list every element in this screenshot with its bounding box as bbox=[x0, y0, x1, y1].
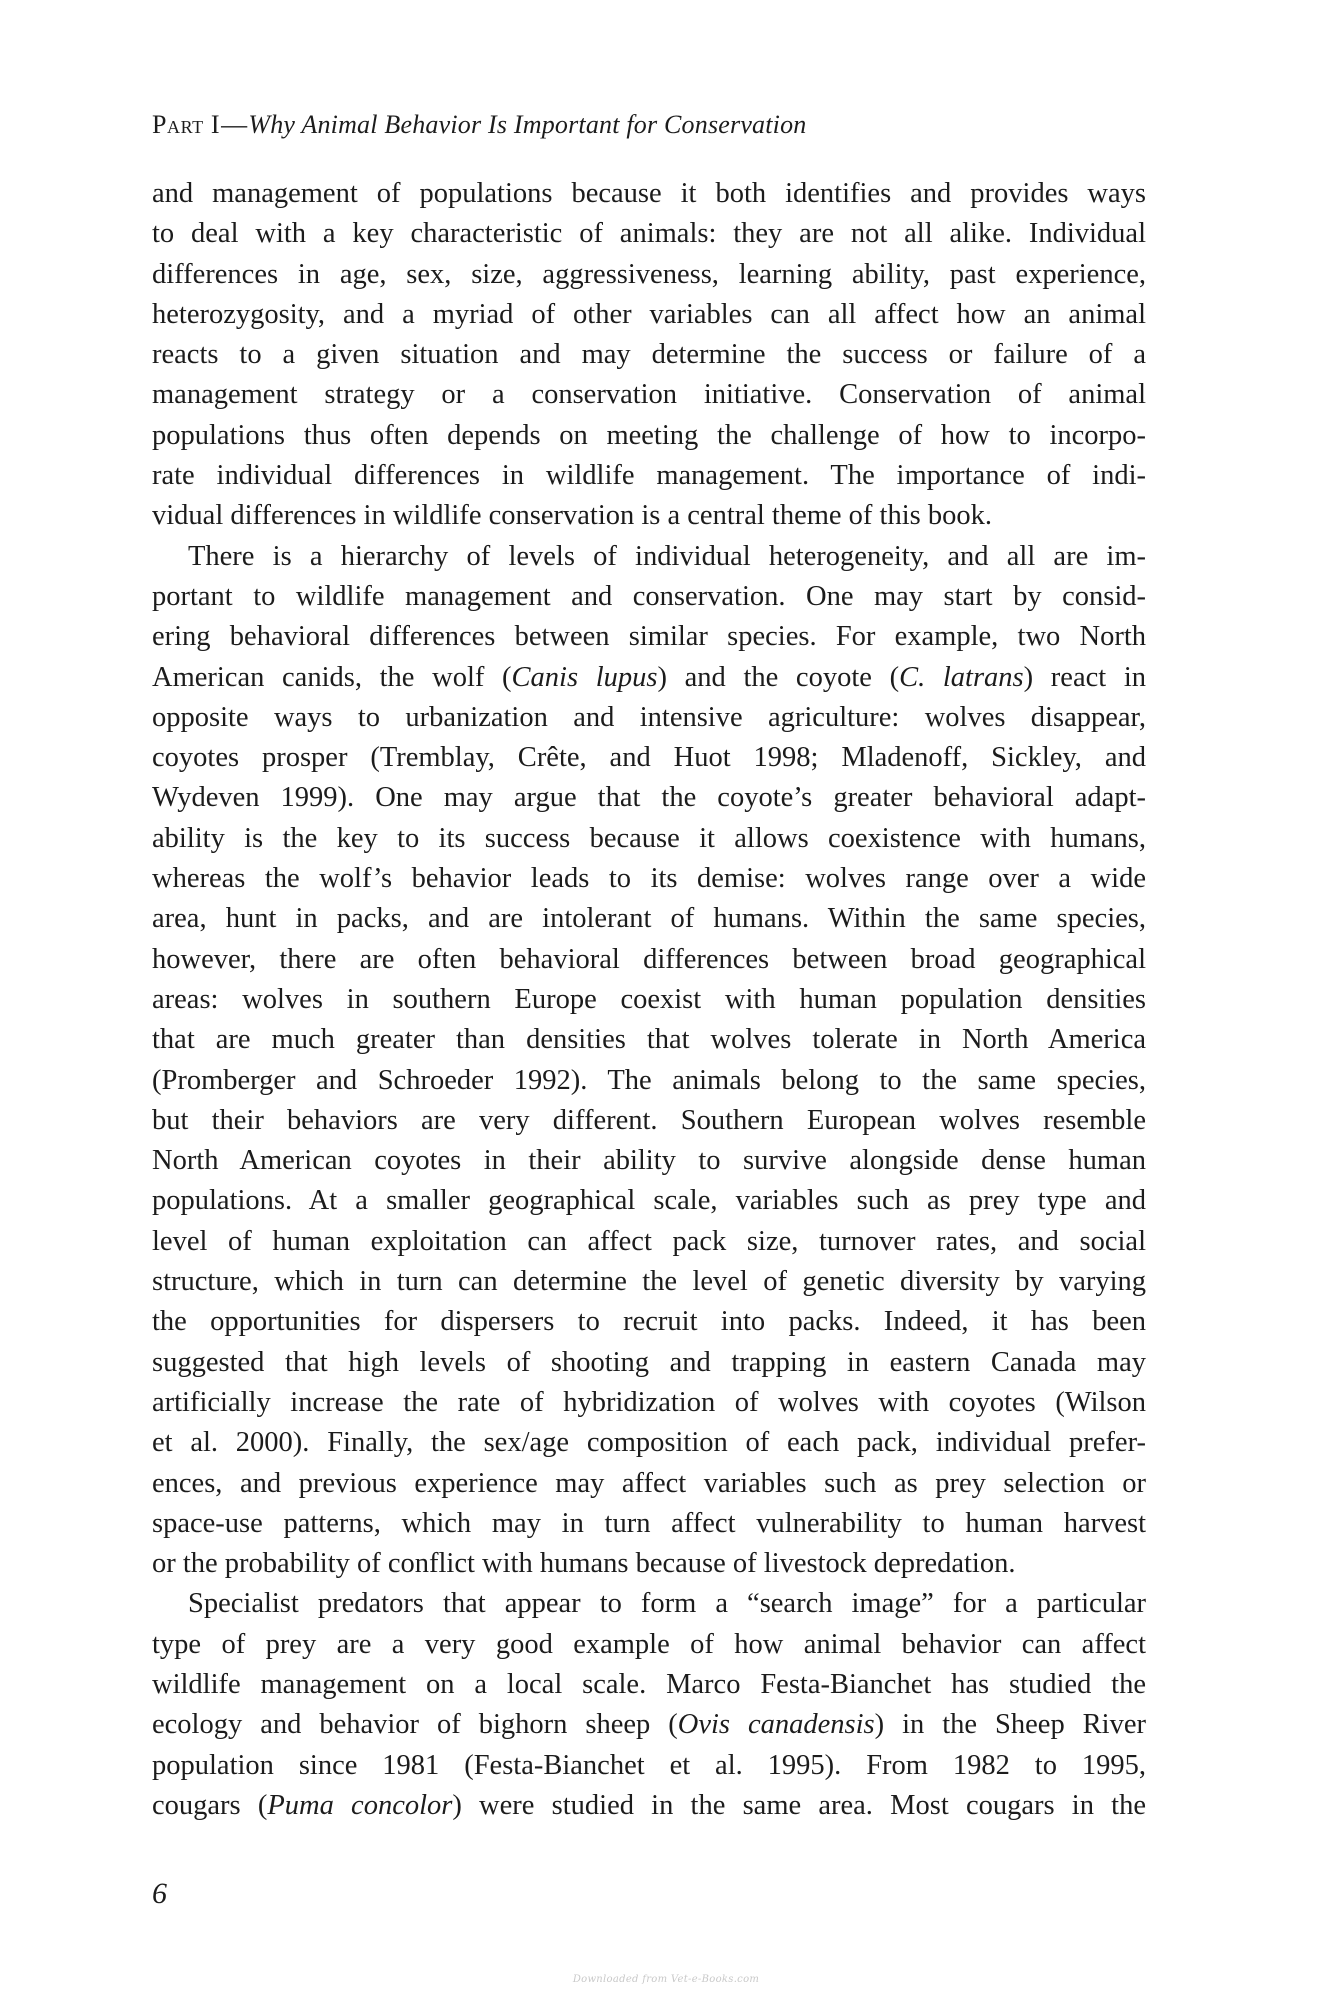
text-segment: There is a hierarchy of levels of individual heterogeneity, and all are im- bbox=[188, 540, 1146, 572]
text-line bbox=[152, 1181, 1146, 1221]
text-line bbox=[152, 496, 1146, 536]
text-segment: reacts to a given situation and may determine the success or failure of a bbox=[152, 339, 1146, 371]
text-line bbox=[152, 1746, 1146, 1786]
text-segment: but their behaviors are very different. Southern European wolves resemble bbox=[152, 1104, 1146, 1136]
text-segment: Wydeven 1999). One may argue that the coyote’s greater behavioral adapt- bbox=[152, 782, 1146, 814]
text-segment: ability is the key to its success because it allows coexistence with humans, bbox=[152, 822, 1146, 854]
text-segment: cougars ( bbox=[152, 1789, 268, 1821]
text-segment: the opportunities for dispersers to recruit into packs. Indeed, it has been bbox=[152, 1306, 1146, 1338]
text-segment: portant to wildlife management and conservation. One may start by consid- bbox=[152, 580, 1146, 612]
text-line bbox=[152, 1302, 1146, 1342]
running-head-separator: — bbox=[221, 110, 248, 139]
text-line bbox=[152, 295, 1146, 335]
text-line bbox=[152, 658, 1146, 698]
text-segment: or the probability of conflict with humans because of livestock depredation. bbox=[152, 1548, 1016, 1580]
text-segment: opposite ways to urbanization and intensive agriculture: wolves disappear, bbox=[152, 701, 1146, 733]
text-segment: ) were studied in the same area. Most cougars in the bbox=[452, 1789, 1146, 1821]
text-line bbox=[152, 1141, 1146, 1181]
text-line bbox=[152, 1786, 1146, 1826]
text-segment: ering behavioral differences between similar species. For example, two North bbox=[152, 621, 1146, 653]
text-line bbox=[152, 1625, 1146, 1665]
text-line bbox=[152, 1464, 1146, 1504]
text-segment: American canids, the wolf ( bbox=[152, 661, 512, 693]
text-line bbox=[152, 577, 1146, 617]
body-text bbox=[152, 174, 1146, 1826]
text-line bbox=[152, 1665, 1146, 1705]
text-line bbox=[152, 416, 1146, 456]
text-line bbox=[152, 1423, 1146, 1463]
text-line bbox=[152, 375, 1146, 415]
text-line bbox=[152, 214, 1146, 254]
text-line bbox=[152, 1061, 1146, 1101]
text-line bbox=[152, 738, 1146, 778]
text-line bbox=[152, 537, 1146, 577]
text-segment: ) and the coyote ( bbox=[657, 661, 900, 693]
text-segment: ecology and behavior of bighorn sheep ( bbox=[152, 1709, 678, 1741]
text-line bbox=[152, 1020, 1146, 1060]
text-segment: areas: wolves in southern Europe coexist with human population densities bbox=[152, 983, 1146, 1015]
text-segment: and management of populations because it both identifies and provides ways bbox=[152, 178, 1146, 209]
text-line bbox=[152, 1584, 1146, 1624]
running-head-title: Why Animal Behavior Is Important for Conservation bbox=[248, 110, 807, 139]
text-segment: ) in the Sheep River bbox=[874, 1709, 1146, 1741]
text-segment: ences, and previous experience may affect variables such as prey selection or bbox=[152, 1467, 1146, 1499]
text-line bbox=[152, 778, 1146, 818]
text-segment: ) react in bbox=[1023, 661, 1146, 693]
text-line bbox=[152, 255, 1146, 295]
text-segment: to deal with a key characteristic of animals: they are not all alike. Individual bbox=[152, 218, 1146, 250]
italic-text: C. latrans bbox=[899, 661, 1024, 693]
text-segment: however, there are often behavioral differences between broad geographical bbox=[152, 943, 1146, 975]
text-segment: structure, which in turn can determine the level of genetic diversity by varying bbox=[152, 1266, 1146, 1298]
watermark: Downloaded from Vet-e-Books.com bbox=[572, 1974, 760, 1985]
text-line bbox=[152, 1544, 1146, 1584]
paragraph bbox=[152, 537, 1146, 1585]
text-line bbox=[152, 1222, 1146, 1262]
text-segment: rate individual differences in wildlife management. The importance of indi- bbox=[152, 460, 1146, 492]
text-segment: heterozygosity, and a myriad of other variables can all affect how an animal bbox=[152, 298, 1146, 330]
text-line bbox=[152, 1504, 1146, 1544]
text-line bbox=[152, 859, 1146, 899]
running-head bbox=[152, 108, 807, 142]
paragraph bbox=[152, 1584, 1146, 1826]
text-line bbox=[152, 819, 1146, 859]
text-segment: Specialist predators that appear to form a “search image” for a particular bbox=[188, 1588, 1146, 1620]
text-segment: differences in age, sex, size, aggressiveness, learning ability, past experience, bbox=[152, 258, 1146, 290]
text-segment: North American coyotes in their ability to survive alongside dense human bbox=[152, 1145, 1146, 1177]
text-line bbox=[152, 899, 1146, 939]
italic-text: Ovis canadensis bbox=[677, 1709, 875, 1741]
text-line bbox=[152, 1101, 1146, 1141]
text-line bbox=[152, 698, 1146, 738]
text-segment: management strategy or a conservation initiative. Conservation of animal bbox=[152, 379, 1146, 411]
text-line bbox=[152, 1343, 1146, 1383]
italic-text: Canis lupus bbox=[511, 661, 658, 693]
text-segment: whereas the wolf’s behavior leads to its demise: wolves range over a wide bbox=[152, 863, 1146, 895]
text-segment: area, hunt in packs, and are intolerant of humans. Within the same species, bbox=[152, 903, 1146, 935]
text-line bbox=[152, 456, 1146, 496]
text-segment: level of human exploitation can affect pack size, turnover rates, and social bbox=[152, 1225, 1146, 1257]
text-segment: vidual differences in wildlife conservation is a central theme of this book. bbox=[152, 500, 992, 532]
text-segment: space-use patterns, which may in turn affect vulnerability to human harvest bbox=[152, 1507, 1146, 1539]
text-segment: (Promberger and Schroeder 1992). The animals belong to the same species, bbox=[152, 1064, 1146, 1096]
text-line bbox=[152, 980, 1146, 1020]
text-segment: coyotes prosper (Tremblay, Crête, and Huot 1998; Mladenoff, Sickley, and bbox=[152, 742, 1146, 774]
text-segment: populations. At a smaller geographical scale, variables such as prey type and bbox=[152, 1185, 1146, 1217]
text-line bbox=[152, 174, 1146, 214]
text-segment: population since 1981 (Festa-Bianchet et al. 1995). From 1982 to 1995, bbox=[152, 1749, 1146, 1781]
italic-text: Puma concolor bbox=[267, 1789, 453, 1821]
text-segment: et al. 2000). Finally, the sex/age composition of each pack, individual prefer- bbox=[152, 1427, 1146, 1459]
text-line bbox=[152, 1705, 1146, 1745]
text-line bbox=[152, 617, 1146, 657]
paragraph bbox=[152, 174, 1146, 537]
text-segment: artificially increase the rate of hybridization of wolves with coyotes (Wilson bbox=[152, 1386, 1146, 1418]
text-segment: wildlife management on a local scale. Marco Festa-Bianchet has studied the bbox=[152, 1668, 1146, 1700]
text-segment: suggested that high levels of shooting and trapping in eastern Canada may bbox=[152, 1346, 1146, 1378]
text-line bbox=[152, 1262, 1146, 1302]
text-segment: populations thus often depends on meeting the challenge of how to incorpo- bbox=[152, 419, 1146, 451]
text-line bbox=[152, 335, 1146, 375]
running-head-part: Part I bbox=[152, 110, 221, 139]
text-line bbox=[152, 940, 1146, 980]
page-number: 6 bbox=[152, 1877, 167, 1910]
text-segment: that are much greater than densities that wolves tolerate in North America bbox=[152, 1024, 1146, 1056]
text-line bbox=[152, 1383, 1146, 1423]
text-segment: type of prey are a very good example of how animal behavior can affect bbox=[152, 1628, 1146, 1660]
